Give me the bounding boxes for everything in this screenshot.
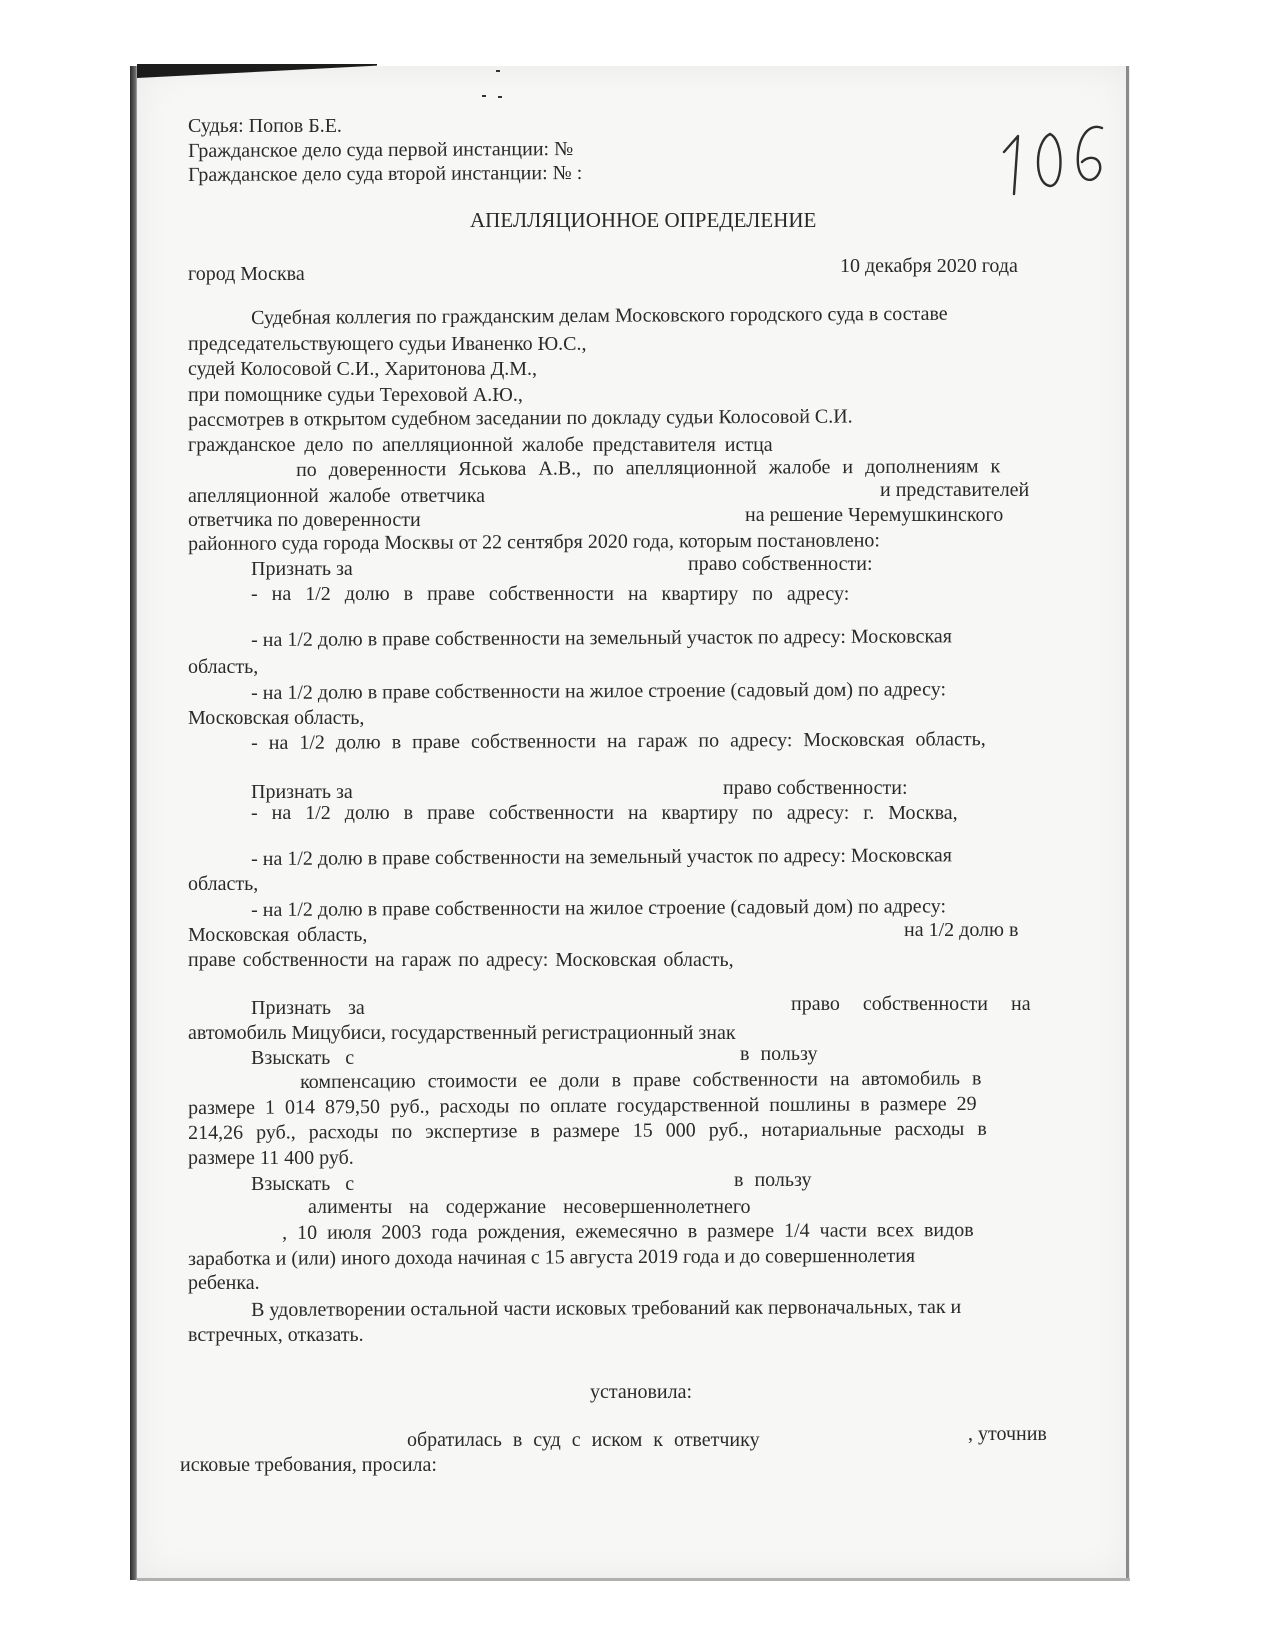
scan-speck: [498, 96, 502, 98]
document-title: АПЕЛЛЯЦИОННОЕ ОПРЕДЕЛЕНИЕ: [470, 208, 817, 232]
ruling-item: - на 1/2 долю в праве собственности на земельный участок по адресу: Московская: [251, 844, 953, 870]
ruling-item: - на 1/2 долю в праве собственности на квартиру по адресу: г. Москва,: [251, 802, 958, 824]
ruling-item: автомобиль Мицубиси, государственный регистрационный знак: [188, 1022, 736, 1044]
ruling-item: область,: [188, 656, 259, 678]
place-of-issue: город Москва: [188, 263, 305, 285]
collect-order: алименты на содержание несовершеннолетнего: [308, 1196, 751, 1218]
recognize-ownership: право собственности:: [723, 777, 908, 799]
ruling-item: на 1/2 долю в: [904, 919, 1019, 941]
handwritten-page-number: [1000, 112, 1115, 202]
intro-line: Судебная коллегия по гражданским делам Московского городского суда в составе: [251, 302, 948, 329]
ruling-item: Московская область,: [188, 707, 365, 729]
page-edge-right: [1126, 66, 1129, 1580]
scan-speck: [482, 95, 486, 97]
intro-line: при помощнике судьи Тереховой А.Ю.,: [188, 384, 523, 406]
recognize-ownership: Признать за: [251, 781, 353, 803]
intro-line: на решение Черемушкинского: [745, 504, 1004, 526]
recognize-ownership: Признать за: [251, 997, 365, 1019]
collect-order: компенсацию стоимости ее доли в праве собственности на автомобиль в: [300, 1067, 982, 1093]
collect-order: размере 1 014 879,50 руб., расходы по оплате государственной пошлины в размере 29: [188, 1092, 977, 1119]
ruling-item: праве собственности на гараж по адресу: Московская область,: [188, 949, 734, 971]
ruling-item: область,: [188, 873, 259, 895]
claim-paragraph: исковые требования, просила:: [180, 1454, 437, 1476]
collect-order: Взыскать с: [251, 1047, 355, 1069]
collect-order: 214,26 руб., расходы по экспертизе в размере 15 000 руб., нотариальные расходы в: [188, 1117, 987, 1144]
scan-speck: [496, 70, 500, 72]
ruling-item: Московская область,: [188, 924, 368, 946]
collect-order: заработка и (или) иного дохода начиная с 15 августа 2019 года и до совершеннолетия: [188, 1244, 916, 1270]
collect-order: ребенка.: [188, 1272, 260, 1294]
recognize-ownership: право собственности на: [791, 993, 1031, 1015]
ruling-item: - на 1/2 долю в праве собственности на жилое строение (садовый дом) по адресу:: [251, 895, 947, 921]
collect-order: в пользу: [734, 1169, 812, 1191]
recognize-ownership: Признать за: [251, 558, 353, 580]
intro-line: по доверенности Яськова А.В., по апелляционной жалобе и дополнениям к: [296, 455, 1001, 481]
ruling-item: - на 1/2 долю в праве собственности на жилое строение (садовый дом) по адресу:: [251, 678, 947, 704]
intro-line: апелляционной жалобе ответчика: [188, 485, 485, 507]
date-of-issue: 10 декабря 2020 года: [840, 255, 1018, 277]
collect-order: Взыскать с: [251, 1173, 355, 1195]
ruling-item: - на 1/2 долю в праве собственности на гараж по адресу: Московская область,: [251, 728, 986, 754]
intro-line: судей Колосовой С.И., Харитонова Д.М.,: [188, 358, 538, 380]
case-second-instance-line: Гражданское дело суда второй инстанции: № :: [188, 161, 583, 186]
refusal-paragraph: В удовлетворении остальной части исковых требований как первоначальных, так и: [251, 1295, 962, 1321]
intro-line: рассмотрев в открытом судебном заседании по докладу судьи Колосовой С.И.: [188, 405, 853, 431]
page-edge-bottom: [137, 1578, 1130, 1581]
recognize-ownership: право собственности:: [688, 553, 873, 575]
collect-order: , 10 июля 2003 года рождения, ежемесячно в размере 1/4 части всех видов: [282, 1218, 974, 1244]
case-first-instance-line: Гражданское дело суда первой инстанции: №: [188, 137, 574, 162]
ruling-item: - на 1/2 долю в праве собственности на квартиру по адресу:: [251, 583, 850, 605]
refusal-paragraph: встречных, отказать.: [188, 1324, 364, 1346]
judge-line: Судья: Попов Б.Е.: [188, 115, 342, 137]
collect-order: размере 11 400 руб.: [188, 1147, 354, 1169]
intro-line: районного суда города Москвы от 22 сентября 2020 года, которым постановлено:: [188, 529, 881, 555]
claim-paragraph: , уточнив: [968, 1423, 1047, 1445]
intro-line: и представителей: [880, 479, 1030, 501]
intro-line: председательствующего судьи Иваненко Ю.С.,: [188, 333, 587, 355]
section-heading: установила:: [590, 1381, 693, 1403]
ruling-item: - на 1/2 долю в праве собственности на земельный участок по адресу: Московская: [251, 625, 953, 651]
claim-paragraph: обратилась в суд с иском к ответчику: [407, 1429, 760, 1451]
intro-line: гражданское дело по апелляционной жалобе представителя истца: [188, 434, 773, 456]
intro-line: ответчика по доверенности: [188, 509, 421, 531]
collect-order: в пользу: [740, 1043, 818, 1065]
